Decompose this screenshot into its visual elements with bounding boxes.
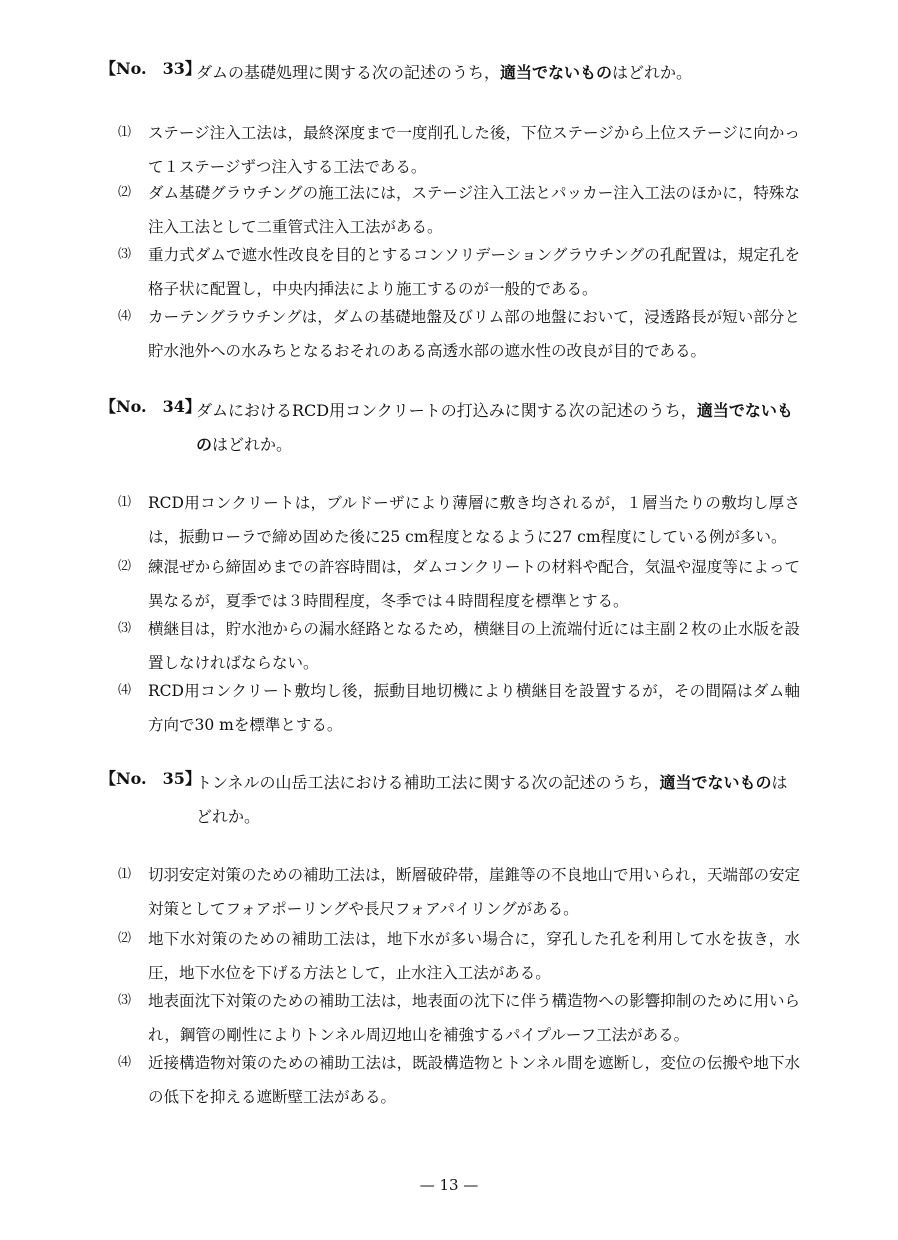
option-number: ⑴ <box>118 125 132 140</box>
question-stem <box>196 766 802 834</box>
stem-text: ダムの基礎処理に関する次の記述のうち， <box>196 63 501 82</box>
stem-emphasis: 適当でないもの <box>500 63 613 82</box>
option-number: ⑶ <box>118 621 132 636</box>
option-text: ダム基礎グラウチングの施工法には，ステージ注入工法とパッカー注入工法のほかに，特殊な注入工法として二重管式注入工法がある。 <box>148 184 800 236</box>
option-number: ⑴ <box>118 495 132 510</box>
option-number: ⑶ <box>118 247 132 262</box>
stem-tail: はどれか。 <box>612 63 693 82</box>
stem-tail: はどれか。 <box>196 773 788 826</box>
option-text: 練混ぜから締固めまでの許容時間は，ダムコンクリートの材料や配合，気温や湿度等によって異なるが，夏季では３時間程度，冬季では４時間程度を標準とする。 <box>148 558 800 610</box>
question-number: 【No. 34】 <box>100 397 201 416</box>
question-stem <box>196 56 802 90</box>
question-header <box>0 766 898 826</box>
option-text: 切羽安定対策のための補助工法は，断層破砕帯，崖錐等の不良地山で用いられ，天端部の安定対策としてフォアポーリングや長尺フォアパイリングがある。 <box>148 866 800 918</box>
option-text: RCD用コンクリート敷均し後，振動目地切機により横継目を設置するが，その間隔はダム軸方向で30 mを標準とする。 <box>148 682 800 734</box>
question-header <box>0 56 898 86</box>
option-text: 近接構造物対策のための補助工法は，既設構造物とトンネル間を遮断し，変位の伝搬や地下水の低下を抑える遮断壁工法がある。 <box>148 1054 800 1106</box>
stem-text: ダムにおけるRCD用コンクリートの打込みに関する次の記述のうち， <box>196 401 697 420</box>
option-number: ⑷ <box>118 1055 132 1070</box>
question-stem <box>196 394 802 462</box>
option-number: ⑵ <box>118 931 132 946</box>
stem-tail: はどれか。 <box>212 435 293 454</box>
stem-emphasis: 適当でないもの <box>196 401 793 454</box>
option-text: 地表面沈下対策のための補助工法は，地表面の沈下に伴う構造物への影響抑制のために用いられ，鋼管の剛性によりトンネル周辺地山を補強するパイプルーフ工法がある。 <box>148 992 800 1044</box>
option-number: ⑷ <box>118 309 132 324</box>
question-35 <box>0 766 898 1106</box>
question-number: 【No. 33】 <box>100 59 201 78</box>
question-34 <box>0 394 898 734</box>
option-number: ⑵ <box>118 559 132 574</box>
stem-emphasis: 適当でないもの <box>659 773 772 792</box>
option-text: RCD用コンクリートは，ブルドーザにより薄層に敷き均されるが，１層当たりの敷均し厚さは，振動ローラで締め固めた後に25 cm程度となるように27 cm程度にしている例が多い。 <box>148 494 800 546</box>
option-number: ⑴ <box>118 867 132 882</box>
stem-text: トンネルの山岳工法における補助工法に関する次の記述のうち， <box>196 773 660 792</box>
question-33 <box>0 56 898 360</box>
page-number: — 13 — <box>419 1176 479 1194</box>
option-text: ステージ注入工法は，最終深度まで一度削孔した後，下位ステージから上位ステージに向かって１ステージずつ注入する工法である。 <box>148 124 800 176</box>
option-text: カーテングラウチングは，ダムの基礎地盤及びリム部の地盤において，浸透路長が短い部分と貯水池外への水みちとなるおそれのある高透水部の遮水性の改良が目的である。 <box>148 308 800 360</box>
option-text: 地下水対策のための補助工法は，地下水が多い場合に，穿孔した孔を利用して水を抜き，水圧，地下水位を下げる方法として，止水注入工法がある。 <box>148 930 800 982</box>
option-number: ⑶ <box>118 993 132 1008</box>
option-number: ⑵ <box>118 185 132 200</box>
question-number: 【No. 35】 <box>100 769 201 788</box>
question-header <box>0 394 898 454</box>
option-number: ⑷ <box>118 683 132 698</box>
option-text: 重力式ダムで遮水性改良を目的とするコンソリデーショングラウチングの孔配置は，規定孔を格子状に配置し，中央内挿法により施工するのが一般的である。 <box>148 246 800 298</box>
option-text: 横継目は，貯水池からの漏水経路となるため，横継目の上流端付近には主副２枚の止水版を設置しなければならない。 <box>148 620 800 672</box>
